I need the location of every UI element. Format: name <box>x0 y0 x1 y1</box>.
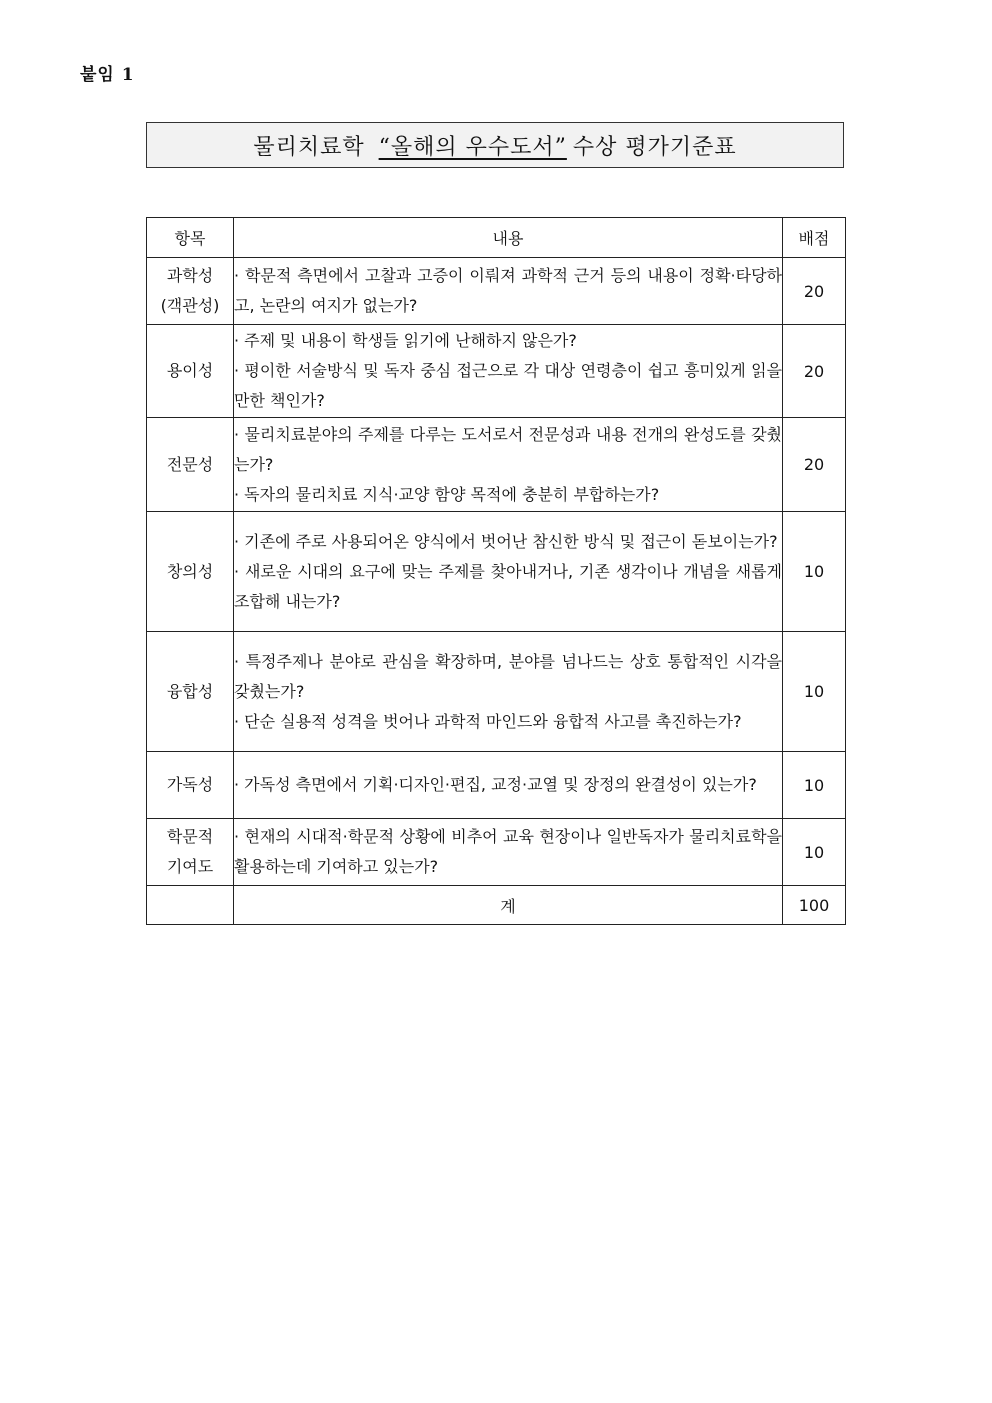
criterion-name-line: 학문적 <box>166 827 214 846</box>
criterion-name <box>147 418 234 512</box>
description-line: · 독자의 물리치료 지식·교양 함양 목적에 충분히 부합하는가? <box>234 484 660 504</box>
table-row <box>147 632 846 752</box>
description-line: · 학문적 측면에서 고찰과 고증이 이뤄져 과학적 근거 등의 내용이 정확·타당하고, 논란의 여지가 없는가? <box>234 266 782 315</box>
table-row <box>147 325 846 418</box>
description-line: · 특정주제나 분야로 관심을 확장하며, 분야를 넘나드는 상호 통합적인 시각을 갖췄는가? <box>234 651 782 701</box>
attachment-label: 붙임 1 <box>80 65 135 85</box>
criterion-score: 10 <box>783 632 846 752</box>
criterion-description <box>234 632 783 752</box>
criterion-score: 10 <box>783 752 846 819</box>
criterion-description <box>234 512 783 632</box>
criterion-score: 10 <box>783 819 846 886</box>
criterion-description <box>234 418 783 512</box>
criterion-name-line: 가독성 <box>166 775 214 794</box>
table-row <box>147 819 846 886</box>
criterion-name <box>147 819 234 886</box>
description-line: · 현재의 시대적·학문적 상황에 비추어 교육 현장이나 일반독자가 물리치료학을 활용하는데 기여하고 있는가? <box>234 827 782 876</box>
title-suffix: 수상 평가기준표 <box>572 134 737 160</box>
criterion-name-line: 용이성 <box>166 361 214 380</box>
criterion-name <box>147 325 234 418</box>
evaluation-criteria-table <box>146 217 846 925</box>
table-row <box>147 512 846 632</box>
document-title <box>146 122 844 168</box>
criterion-score: 10 <box>783 512 846 632</box>
criterion-score: 20 <box>783 418 846 512</box>
criterion-name <box>147 512 234 632</box>
criterion-description <box>234 258 783 325</box>
table-row <box>147 752 846 819</box>
header-item: 항목 <box>147 218 234 258</box>
total-item-cell <box>147 886 234 925</box>
description-line: · 새로운 시대의 요구에 맞는 주제를 찾아내거나, 기존 생각이나 개념을 새롭게 조합해 내는가? <box>234 561 782 611</box>
total-row <box>147 886 846 925</box>
description-line: · 평이한 서술방식 및 독자 중심 접근으로 각 대상 연령층이 쉽고 흥미있게 읽을 만한 책인가? <box>234 361 782 410</box>
title-prefix: 물리치료학 <box>253 134 373 160</box>
header-content: 내용 <box>234 218 783 258</box>
criterion-name <box>147 752 234 819</box>
criterion-name-line: 기여도 <box>166 857 214 876</box>
description-line: · 기존에 주로 사용되어온 양식에서 벗어난 참신한 방식 및 접근이 돋보이는가? <box>234 531 778 551</box>
table-row <box>147 258 846 325</box>
criterion-description <box>234 819 783 886</box>
table-header-row <box>147 218 846 258</box>
criterion-description <box>234 325 783 418</box>
title-emphasis: “올해의 우수도서” <box>378 134 567 160</box>
description-line: · 가독성 측면에서 기획·디자인·편집, 교정·교열 및 장정의 완결성이 있는가? <box>234 775 757 794</box>
criterion-name-line: 창의성 <box>166 561 214 581</box>
total-label: 계 <box>234 886 783 925</box>
criterion-name <box>147 632 234 752</box>
description-line: · 물리치료분야의 주제를 다루는 도서로서 전문성과 내용 전개의 완성도를 갖췄는가? <box>234 424 782 474</box>
criterion-score: 20 <box>783 325 846 418</box>
total-score: 100 <box>783 886 846 925</box>
criterion-description <box>234 752 783 819</box>
criterion-name <box>147 258 234 325</box>
criterion-name-line: 과학성 <box>166 266 214 285</box>
description-line: · 주제 및 내용이 학생들 읽기에 난해하지 않은가? <box>234 331 577 350</box>
criterion-name-line: (객관성) <box>160 296 220 315</box>
criterion-score: 20 <box>783 258 846 325</box>
table-row <box>147 418 846 512</box>
criterion-name-line: 전문성 <box>166 454 214 474</box>
header-score: 배점 <box>783 218 846 258</box>
criterion-name-line: 융합성 <box>166 681 214 701</box>
description-line: · 단순 실용적 성격을 벗어나 과학적 마인드와 융합적 사고를 촉진하는가? <box>234 711 742 731</box>
